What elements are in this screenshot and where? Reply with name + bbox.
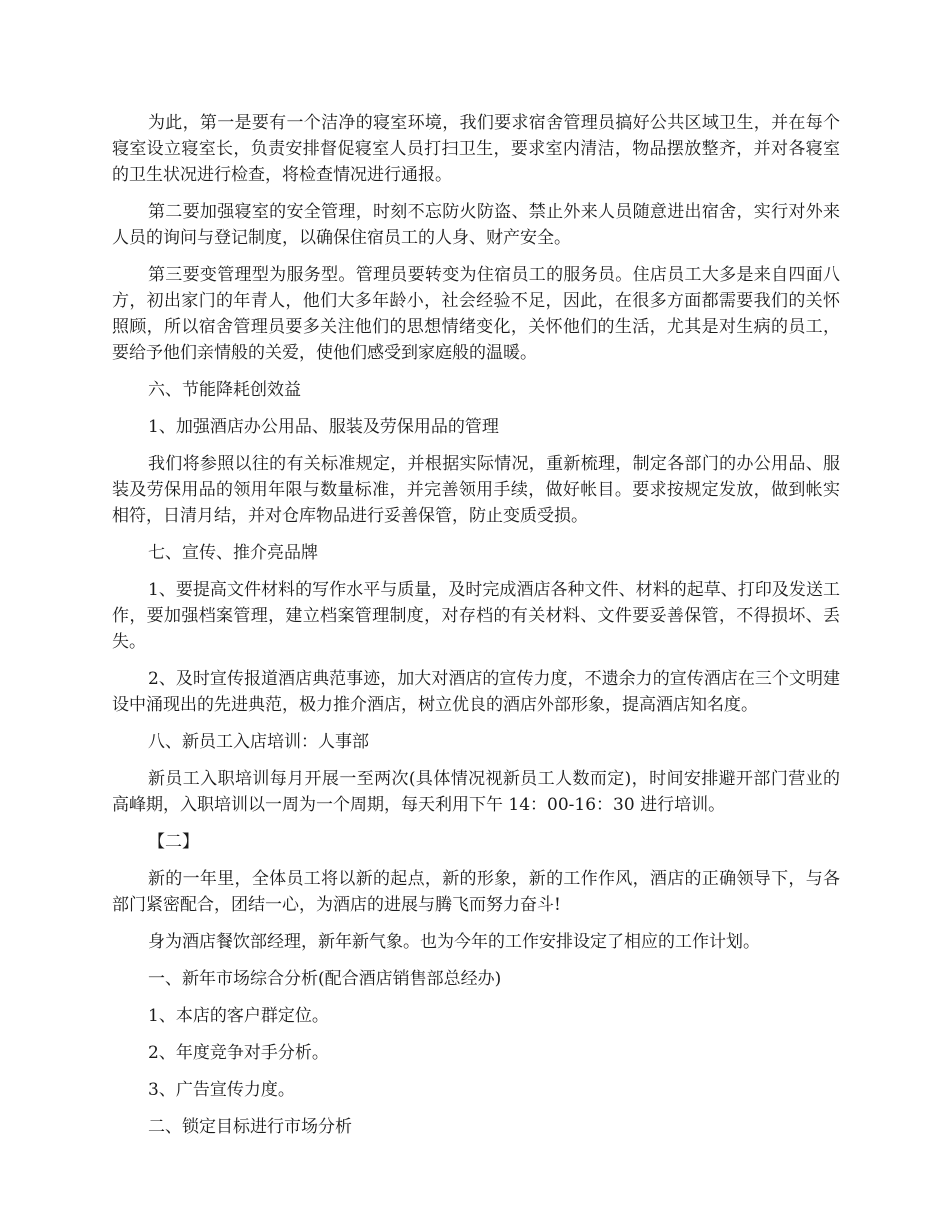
section-heading-market-analysis: 一、新年市场综合分析(配合酒店销售部总经办)	[148, 969, 502, 989]
document-body	[112, 110, 840, 1151]
paragraph-dorm-cleanliness: 为此，第一是要有一个洁净的寝室环境，我们要求宿舍管理员搞好公共区域卫生，并在每个寝室设立寝室长，负责安排督促寝室人员打扫卫生，要求室内清洁，物品摆放整齐，并对各寝室的卫生状况进行检查，将检查情况进行通报。	[112, 113, 840, 185]
paragraph-manager-plan: 身为酒店餐饮部经理，新年新气象。也为今年的工作安排设定了相应的工作计划。	[148, 932, 760, 952]
subheading-supplies-management: 1、加强酒店办公用品、服装及劳保用品的管理	[148, 417, 499, 437]
paragraph-training-schedule: 新员工入职培训每月开展一至两次(具体情况视新员工人数而定)，时间安排避开部门营业的高峰期，入职培训以一周为一个周期，每天利用下午 14：00-16：30 进行培训。	[112, 769, 840, 815]
list-item-competitor-analysis: 2、年度竞争对手分析。	[148, 1043, 329, 1063]
section-heading-target-market: 二、锁定目标进行市场分析	[148, 1117, 352, 1137]
section-heading-publicity: 七、宣传、推介亮品牌	[148, 543, 318, 563]
section-heading-new-staff-training: 八、新员工入店培训：人事部	[148, 732, 369, 752]
list-item-customer-positioning: 1、本店的客户群定位。	[148, 1006, 329, 1026]
paragraph-supplies-standards: 我们将参照以往的有关标准规定，并根据实际情况，重新梳理，制定各部门的办公用品、服装及劳保用品的领用年限与数量标准，并完善领用手续，做好帐目。要求按规定发放，做到帐实相符，日清月结，并对仓库物品进行妥善保管，防止变质受损。	[112, 454, 840, 526]
paragraph-new-year-intro: 新的一年里，全体员工将以新的起点，新的形象，新的工作作风，酒店的正确领导下，与各部门紧密配合，团结一心，为酒店的进展与腾飞而努力奋斗!	[112, 869, 840, 915]
paragraph-publicity-reporting: 2、及时宣传报道酒店典范事迹，加大对酒店的宣传力度，不遗余力的宣传酒店在三个文明建设中涌现出的先进典范，极力推介酒店，树立优良的酒店外部形象，提高酒店知名度。	[112, 669, 840, 715]
list-item-advertising: 3、广告宣传力度。	[148, 1080, 295, 1100]
section-heading-energy-saving: 六、节能降耗创效益	[148, 380, 301, 400]
paragraph-dorm-safety: 第二要加强寝室的安全管理，时刻不忘防火防盗、禁止外来人员随意进出宿舍，实行对外来人员的询问与登记制度，以确保住宿员工的人身、财产安全。	[112, 202, 840, 248]
paragraph-service-oriented: 第三要变管理型为服务型。管理员要转变为住宿员工的服务员。住店员工大多是来自四面八方，初出家门的年青人，他们大多年龄小，社会经验不足，因此，在很多方面都需要我们的关怀照顾，所以宿舍管理员要多关注他们的思想情绪变化，关怀他们的生活，尤其是对生病的员工，要给予他们亲情般的关爱，使他们感受到家庭般的温暖。	[112, 265, 840, 363]
paragraph-document-writing: 1、要提高文件材料的写作水平与质量，及时完成酒店各种文件、材料的起草、打印及发送工作，要加强档案管理，建立档案管理制度，对存档的有关材料、文件要妥善保管，不得损坏、丢失。	[112, 580, 840, 652]
part-marker-two: 【二】	[148, 832, 199, 852]
